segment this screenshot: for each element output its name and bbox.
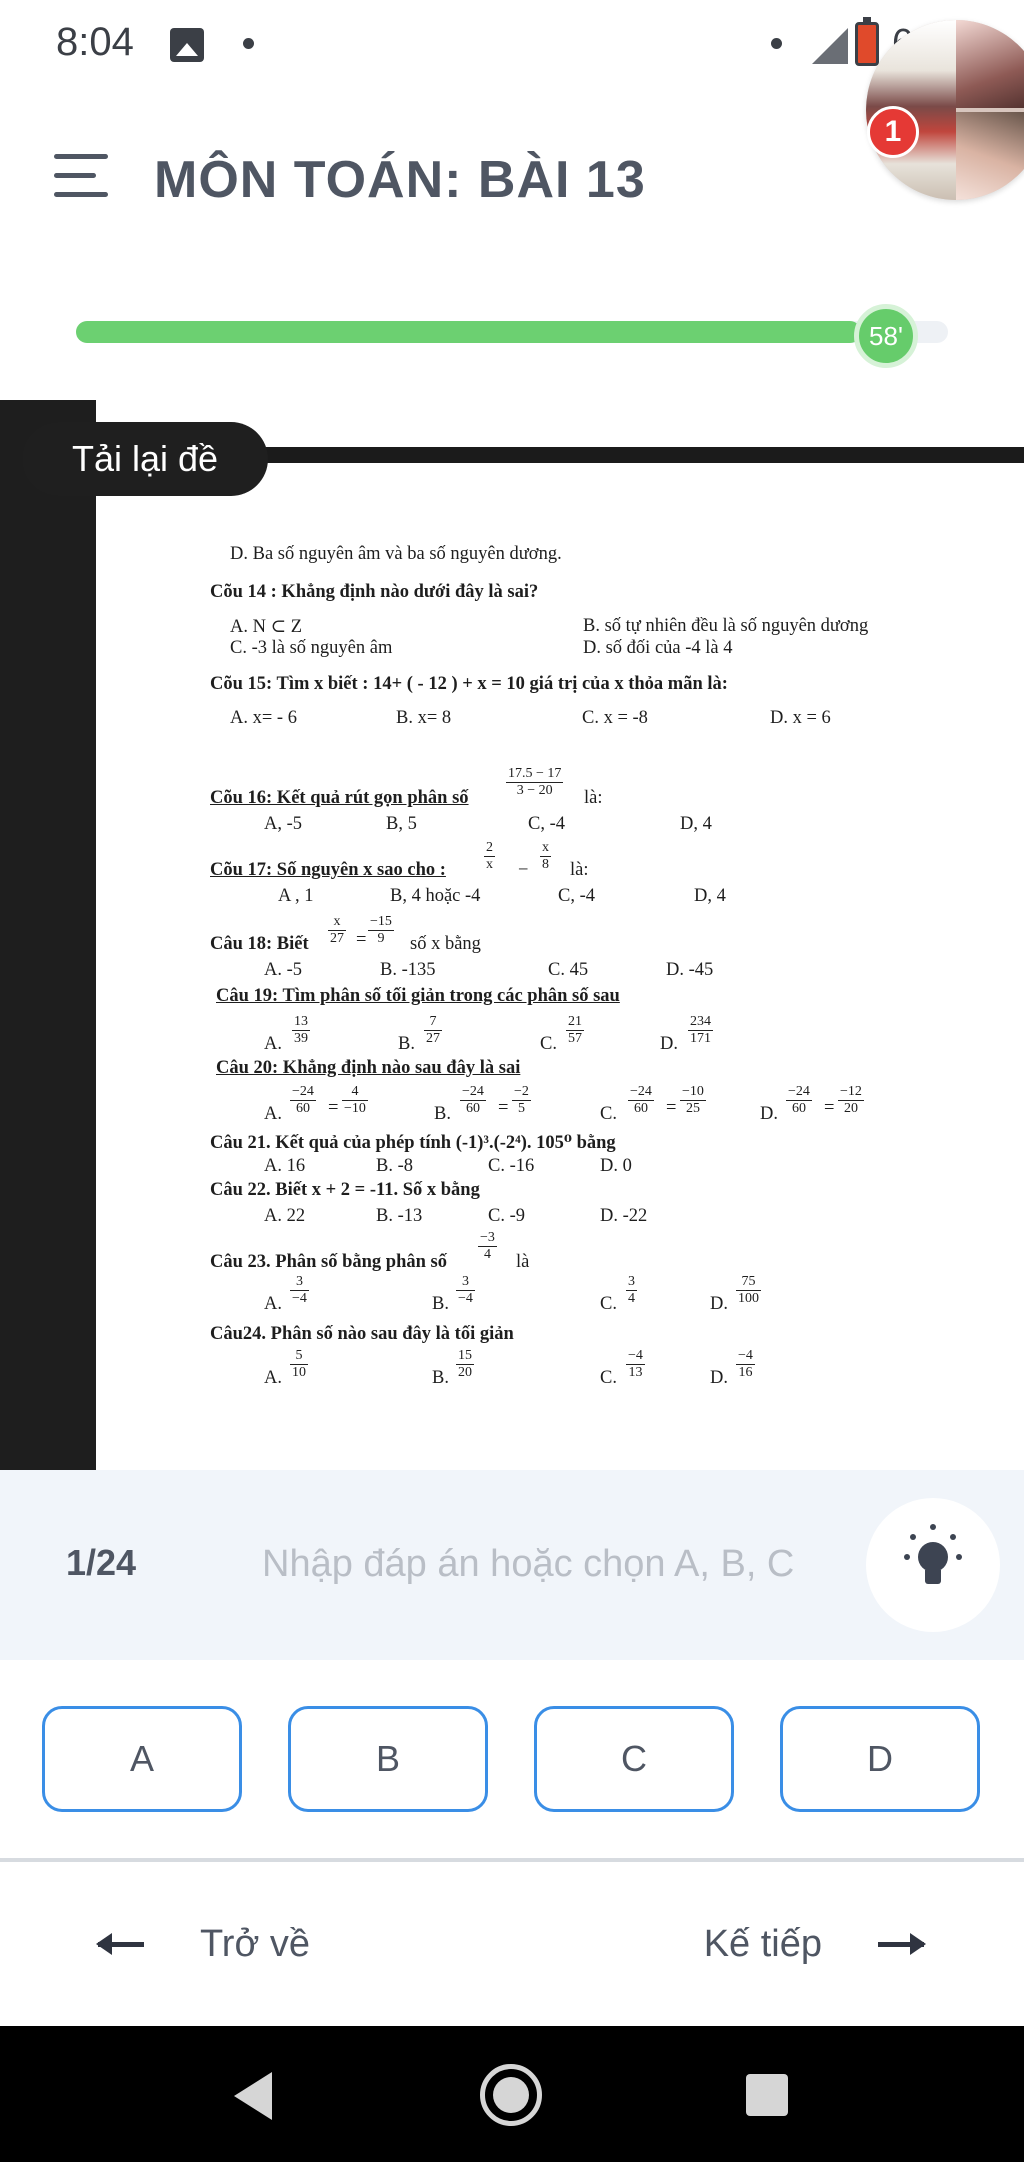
reload-exam-button[interactable]: Tải lại đề — [22, 422, 268, 496]
document-top-rule — [230, 447, 1024, 463]
q20-fraction-d1: $\frac{-24}{60}$ — [788, 1084, 810, 1116]
answer-bar — [0, 1470, 1024, 1660]
q17-fraction-2: $\frac{x}{8}$ — [542, 840, 549, 872]
q20-fraction-b1: $\frac{-24}{60}$ — [462, 1084, 484, 1116]
q20-fraction-c1: $\frac{-24}{60}$ — [630, 1084, 652, 1116]
q18-option-c: C. 45 — [548, 960, 589, 980]
q24-fraction-b: $\frac{15}{20}$ — [458, 1348, 472, 1380]
q16-option-c: C, -4 — [528, 814, 565, 834]
gallery-notification-icon — [170, 28, 204, 62]
q23-option-a: A. — [264, 1294, 282, 1314]
q24-option-c: C. — [600, 1368, 617, 1388]
question-22: Câu 22. Biết x + 2 = -11. Số x bằng — [210, 1180, 480, 1200]
q20-fraction-c2: $\frac{-10}{25}$ — [682, 1084, 704, 1116]
q17-option-c: C, -4 — [558, 886, 595, 906]
q18-option-d: D. -45 — [666, 960, 714, 980]
next-button[interactable] — [704, 1912, 932, 1976]
q22-option-a: A. 22 — [264, 1206, 306, 1226]
question-23: Câu 23. Phân số bằng phân số — [210, 1252, 447, 1272]
q19-fraction-a: $\frac{13}{39}$ — [294, 1014, 308, 1046]
q23-fraction: $\frac{-3}{4}$ — [480, 1230, 495, 1262]
q22-option-d: D. -22 — [600, 1206, 648, 1226]
q21-option-a: A. 16 — [264, 1156, 306, 1176]
option-a-button[interactable]: A — [42, 1706, 242, 1812]
notification-dot-icon — [243, 38, 254, 49]
q20-fraction-b2: $\frac{-2}{5}$ — [514, 1084, 529, 1116]
back-label: Trở về — [200, 1923, 311, 1965]
q23-end: là — [516, 1252, 530, 1272]
q24-fraction-a: $\frac{5}{10}$ — [292, 1348, 306, 1380]
q21-option-b: B. -8 — [376, 1156, 413, 1176]
q20-fraction-a2: $\frac{4}{-10}$ — [344, 1084, 366, 1116]
q21-option-d: D. 0 — [600, 1156, 632, 1176]
question-navigation — [0, 1862, 1024, 2026]
doc-line: D. Ba số nguyên âm và ba số nguyên dương. — [230, 544, 562, 564]
question-18: Câu 18: Biết — [210, 934, 309, 954]
back-button[interactable] — [90, 1912, 310, 1976]
q15-option-c: C. x = -8 — [582, 708, 648, 728]
q16-fraction: $\frac{17.5 - 17}{3 - 20}$ — [508, 766, 562, 798]
exam-document-viewer[interactable] — [0, 400, 1024, 1470]
q21-option-c: C. -16 — [488, 1156, 535, 1176]
q18-end: số x bằng — [410, 934, 481, 954]
question-20: Câu 20: Khẳng định nào sau đây là sai — [216, 1058, 521, 1078]
timer-badge: 58' — [854, 304, 918, 368]
q15-option-a: A. x= - 6 — [230, 708, 297, 728]
question-24: Câu24. Phân số nào sau đây là tối giản — [210, 1324, 514, 1344]
q17-minus: − — [518, 860, 529, 880]
question-14: Cõu 14 : Khẳng định nào dưới đây là sai? — [210, 582, 539, 602]
q22-option-b: B. -13 — [376, 1206, 423, 1226]
option-b-button[interactable]: B — [288, 1706, 488, 1812]
question-15: Cõu 15: Tìm x biết : 14+ ( - 12 ) + x = 10 giá trị của x thỏa mãn là: — [210, 674, 728, 694]
q24-option-a: A. — [264, 1368, 282, 1388]
q16-option-a: A, -5 — [264, 814, 303, 834]
hint-button[interactable] — [866, 1498, 1000, 1632]
q16-option-b: B, 5 — [386, 814, 417, 834]
q20-option-a: A. — [264, 1104, 282, 1124]
q17-option-d: D, 4 — [694, 886, 726, 906]
q14-option-b: B. số tự nhiên đều là số nguyên dương — [583, 616, 869, 636]
question-counter: 1/24 — [66, 1542, 137, 1583]
q17-option-a: A , 1 — [278, 886, 314, 906]
q14-option-c: C. -3 là số nguyên âm — [230, 638, 393, 658]
q23-fraction-b: $\frac{3}{-4}$ — [458, 1274, 473, 1306]
progress-bar — [76, 321, 948, 343]
q14-option-d: D. số đối của -4 là 4 — [583, 638, 733, 658]
q18-fraction-1: $\frac{x}{27}$ — [330, 914, 344, 946]
q23-fraction-c: $\frac{3}{4}$ — [628, 1274, 635, 1306]
menu-icon[interactable] — [54, 154, 108, 198]
q20d-sign: = — [824, 1098, 835, 1118]
arrow-right-icon — [878, 1942, 924, 1947]
q18-option-a: A. -5 — [264, 960, 303, 980]
answer-input[interactable] — [262, 1526, 822, 1602]
q20a-sign: = — [328, 1098, 339, 1118]
system-home-icon[interactable] — [480, 2064, 542, 2126]
q24-fraction-d: $\frac{-4}{16}$ — [738, 1348, 753, 1380]
question-21: Câu 21. Kết quả của phép tính (-1)³.(-2⁴). 105⁰ bằng — [210, 1133, 616, 1153]
q23-fraction-a: $\frac{3}{-4}$ — [292, 1274, 307, 1306]
q19-fraction-b: $\frac{7}{27}$ — [426, 1014, 440, 1046]
q24-option-d: D. — [710, 1368, 728, 1388]
q16-end: là: — [584, 788, 603, 808]
q20-fraction-d2: $\frac{-12}{20}$ — [840, 1084, 862, 1116]
next-label: Kế tiếp — [703, 1923, 822, 1965]
q24-fraction-c: $\frac{-4}{13}$ — [628, 1348, 643, 1380]
q18-option-b: B. -135 — [380, 960, 436, 980]
status-dot-icon — [771, 38, 782, 49]
q17-fraction-1: $\frac{2}{x}$ — [486, 840, 493, 872]
q16-option-d: D, 4 — [680, 814, 712, 834]
q19-option-b: B. — [398, 1034, 415, 1054]
q19-option-d: D. — [660, 1034, 678, 1054]
q20c-sign: = — [666, 1098, 677, 1118]
q19-fraction-d: $\frac{234}{171}$ — [690, 1014, 711, 1046]
q20-option-b: B. — [434, 1104, 451, 1124]
q17-end: là: — [570, 860, 589, 880]
q14-option-a: A. N ⊂ Z — [230, 617, 303, 637]
q20-fraction-a1: $\frac{-24}{60}$ — [292, 1084, 314, 1116]
page-title: MÔN TOÁN: BÀI 13 — [154, 151, 646, 209]
lightbulb-icon — [918, 1542, 948, 1572]
system-back-icon[interactable] — [234, 2072, 272, 2120]
q20-option-c: C. — [600, 1104, 617, 1124]
system-navigation-bar — [0, 2026, 1024, 2162]
question-17: Cõu 17: Số nguyên x sao cho : — [210, 860, 446, 880]
answer-options — [0, 1660, 1024, 1860]
arrow-left-icon — [98, 1942, 144, 1947]
q22-option-c: C. -9 — [488, 1206, 525, 1226]
q19-fraction-c: $\frac{21}{57}$ — [568, 1014, 582, 1046]
q18-fraction-2: $\frac{-15}{9}$ — [370, 914, 392, 946]
q20-option-d: D. — [760, 1104, 778, 1124]
progress-fill — [76, 321, 861, 343]
q23-option-d: D. — [710, 1294, 728, 1314]
question-16: Cõu 16: Kết quả rút gọn phân số — [210, 788, 469, 808]
option-d-button[interactable]: D — [780, 1706, 980, 1812]
system-recents-icon[interactable] — [746, 2074, 788, 2116]
q23-fraction-d: $\frac{75}{100}$ — [738, 1274, 759, 1306]
document-dark-margin — [0, 400, 96, 1470]
option-c-button[interactable]: C — [534, 1706, 734, 1812]
q15-option-d: D. x = 6 — [770, 708, 831, 728]
q18-equals: = — [356, 930, 367, 950]
question-19: Câu 19: Tìm phân số tối giản trong các phân số sau — [216, 986, 620, 1006]
q23-option-c: C. — [600, 1294, 617, 1314]
notification-badge: 1 — [867, 106, 919, 158]
q23-option-b: B. — [432, 1294, 449, 1314]
q17-option-b: B, 4 hoặc -4 — [390, 886, 481, 906]
q19-option-c: C. — [540, 1034, 557, 1054]
signal-icon — [812, 28, 848, 64]
q19-option-a: A. — [264, 1034, 282, 1054]
q15-option-b: B. x= 8 — [396, 708, 452, 728]
q20b-sign: = — [498, 1098, 509, 1118]
status-time: 8:04 — [56, 20, 134, 64]
q24-option-b: B. — [432, 1368, 449, 1388]
